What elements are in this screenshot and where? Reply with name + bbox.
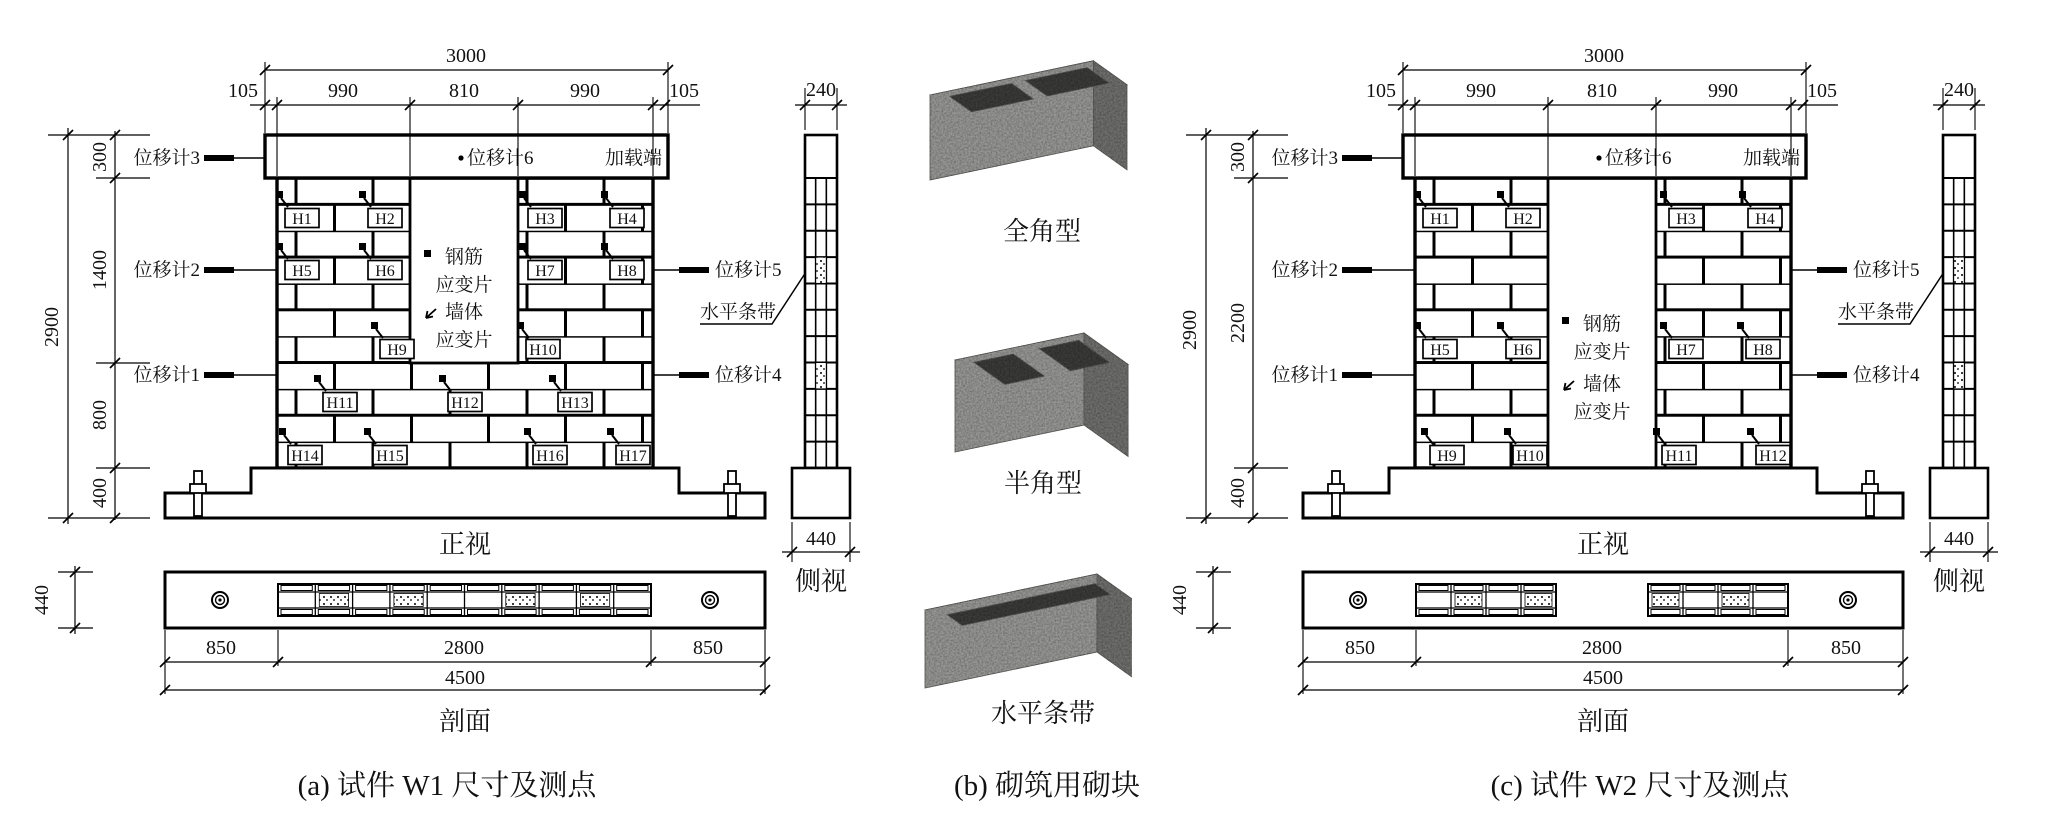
plan-grout-cell [1652,594,1679,607]
h-marker-label: H14 [291,448,319,465]
h-marker-label: H10 [529,342,557,359]
block-photo-full-corner [930,61,1127,180]
h-marker-label: H15 [376,448,404,465]
dim-top-segment: 105 [1366,80,1396,102]
dim-left-segment: 400 [89,478,111,508]
displacement-gauge-label: 位移计1 [1271,365,1338,386]
displacement-gauge-label: 位移计4 [715,365,782,386]
h-marker-label: H11 [326,395,354,412]
legend-wall-line1: 墙体 [444,302,484,323]
foundation-beam [165,468,765,518]
plan-grout-cell [1525,594,1552,607]
strain-gauge-flag [1660,191,1667,198]
dim-top-segment: 990 [570,80,600,102]
displacement-gauge-symbol [204,372,234,378]
strain-gauge-flag [517,322,524,329]
horizontal-band-cell [816,363,827,389]
rebar-gauge-symbol [1562,317,1569,324]
horizontal-band-label: 水平条带 [700,302,777,323]
h-marker-label: H4 [1755,211,1775,228]
strain-gauge-flag [1660,322,1667,329]
h-marker-label: H9 [1437,448,1457,465]
displacement-gauge-label: 位移计2 [133,260,200,281]
dim-plan-total: 4500 [445,667,485,689]
dim-left-segment: 300 [89,142,111,172]
strain-gauge-flag [1421,428,1428,435]
h-marker-label: H6 [375,263,395,280]
dim-plan-segment: 2800 [444,637,484,659]
strain-gauge-flag [364,428,371,435]
strain-gauge-flag [1504,428,1511,435]
h-marker-label: H13 [561,395,589,412]
h-marker-label: H1 [1430,211,1450,228]
displacement-gauge-symbol [1817,267,1847,273]
strain-gauge-flag [1497,191,1504,198]
side-view-base [792,468,850,518]
side-view-column [805,135,837,468]
legend-rebar-line2: 应变片 [435,275,493,296]
dim-plan-segment: 850 [1831,637,1861,659]
displacement-gauge-symbol [1342,155,1372,161]
dim-top-segment: 990 [1466,80,1496,102]
displacement-gauge-symbol [1817,372,1847,378]
h-marker-label: H11 [1665,448,1693,465]
anchor-bolt-nut [724,484,740,493]
strain-gauge-flag [607,428,614,435]
dim-side-width: 240 [1944,79,1974,101]
load-end-label: 加载端 [604,148,662,169]
displacement-gauge-symbol [204,155,234,161]
dim-top-total: 3000 [1584,45,1624,67]
h-marker-label: H12 [451,395,479,412]
panel-caption: (b) 砌筑用砌块 [953,770,1141,802]
block-photo-half-corner [955,333,1128,457]
dim-top-segment: 990 [328,80,358,102]
dim-left-segment: 1400 [89,250,111,290]
displacement-gauge-label: 位移计3 [133,148,200,169]
displacement-gauge-label: 位移计2 [1271,260,1338,281]
h-marker-label: H8 [617,263,637,280]
plan-grout-cell [1455,594,1482,607]
h-marker-label: H7 [535,263,555,280]
displacement-gauge-symbol [679,267,709,273]
dim-top-segment: 810 [1587,80,1617,102]
strain-gauge-flag [601,191,608,198]
dim-side-base-width: 440 [806,528,836,550]
h-marker-label: H2 [375,211,395,228]
panel-caption: (c) 试件 W2 尺寸及测点 [1490,770,1790,802]
h-marker-label: H17 [619,448,647,465]
displacement-gauge-symbol [1342,267,1372,273]
dim-side-base-width: 440 [1944,528,1974,550]
legend-wall-line2: 应变片 [435,330,493,351]
strain-gauge-flag [1414,191,1421,198]
plan-bolt-center [1356,598,1359,601]
dim-left-segment: 300 [1227,142,1249,172]
block-label-full-corner: 全角型 [1002,217,1082,246]
strain-gauge-flag [359,191,366,198]
plan-grout-cell [1722,594,1749,607]
strain-gauge-flag [1737,322,1744,329]
strain-gauge-flag [279,428,286,435]
plan-bolt-center [1846,598,1849,601]
plan-bolt-center [218,598,221,601]
plan-grout-cell [319,594,348,607]
strain-gauge-flag [1497,322,1504,329]
h-marker-label: H5 [292,263,312,280]
gauge6-dot [458,155,463,160]
strain-gauge-flag [276,243,283,250]
dim-plan-segment: 850 [206,637,236,659]
front-view-label: 正视 [438,530,492,559]
side-view-column [1943,135,1975,468]
displacement-gauge-symbol [1342,372,1372,378]
strain-gauge-flag [1414,322,1421,329]
strain-gauge-flag [359,243,366,250]
h-marker-label: H6 [1513,342,1533,359]
displacement-gauge-label: 位移计4 [1853,365,1920,386]
front-view-label: 正视 [1576,530,1630,559]
strain-gauge-flag [1747,428,1754,435]
h-marker-label: H16 [536,448,564,465]
h-marker-label: H7 [1676,342,1696,359]
dim-left-segment: 400 [1227,478,1249,508]
dim-top-segment: 810 [449,80,479,102]
h-marker-label: H4 [617,211,637,228]
dim-top-segment: 105 [669,80,699,102]
dim-top-segment: 105 [228,80,258,102]
dim-top-segment: 990 [1708,80,1738,102]
block-label-half-corner: 半角型 [1003,469,1083,498]
side-view-base [1930,468,1988,518]
h-marker-label: H5 [1430,342,1450,359]
displacement-gauge-symbol [679,372,709,378]
displacement-gauge-label: 位移计5 [1853,260,1920,281]
displacement-gauge-symbol [204,267,234,273]
plan-grout-cell [580,594,609,607]
specimen-w1-panel [31,45,860,802]
block-label-channel: 水平条带 [990,699,1096,728]
strain-gauge-flag [1739,191,1746,198]
side-view-label: 侧视 [794,567,848,596]
h-marker-label: H3 [535,211,555,228]
strain-gauge-flag [314,375,321,382]
dim-top-total: 3000 [446,45,486,67]
legend-wall-line1: 墙体 [1582,374,1622,395]
anchor-bolt-nut [1862,484,1878,493]
plan-grout-cell [506,594,535,607]
horizontal-band-cell [1954,257,1965,283]
strain-gauge-flag [439,375,446,382]
strain-gauge-flag [519,243,526,250]
foundation-beam [1303,468,1903,518]
dim-plan-height: 440 [31,585,53,615]
displacement-gauge-label: 位移计3 [1271,148,1338,169]
dim-left-total: 2900 [41,307,63,347]
block-photo-channel [925,574,1131,688]
legend-wall-line2: 应变片 [1573,402,1631,423]
strain-gauge-flag [549,375,556,382]
dim-plan-total: 4500 [1583,667,1623,689]
plan-grout-cell [394,594,423,607]
dim-top-segment: 105 [1807,80,1837,102]
horizontal-band-cell [1954,363,1965,389]
strain-gauge-flag [524,428,531,435]
h-marker-label: H3 [1676,211,1696,228]
dim-left-total: 2900 [1179,310,1201,350]
section-view-label: 剖面 [1576,707,1630,736]
plan-bolt-center [708,598,711,601]
h-marker-label: H1 [292,211,312,228]
dim-plan-segment: 850 [1345,637,1375,659]
h-marker-label: H8 [1753,342,1773,359]
gauge6-label: 位移计6 [467,148,534,169]
masonry-blocks-panel [925,61,1140,802]
horizontal-band-label: 水平条带 [1838,302,1915,323]
h-marker-label: H9 [387,342,407,359]
strain-gauge-flag [276,191,283,198]
anchor-bolt-nut [1328,484,1344,493]
section-view-label: 剖面 [438,707,492,736]
gauge6-label: 位移计6 [1605,148,1672,169]
h-marker-label: H2 [1513,211,1533,228]
load-end-label: 加载端 [1742,148,1800,169]
dim-side-width: 240 [806,79,836,101]
h-marker-label: H12 [1759,448,1787,465]
displacement-gauge-label: 位移计5 [715,260,782,281]
displacement-gauge-label: 位移计1 [133,365,200,386]
strain-gauge-flag [1653,428,1660,435]
panel-caption: (a) 试件 W1 尺寸及测点 [297,770,597,802]
plan-foundation [1303,572,1903,628]
legend-rebar-line1: 钢筋 [1582,314,1622,335]
strain-gauge-flag [371,322,378,329]
horizontal-band-cell [816,257,827,283]
gauge6-dot [1596,155,1601,160]
rebar-gauge-symbol [424,250,431,257]
dim-plan-height: 440 [1169,585,1191,615]
specimen-w2-panel [1169,45,1998,802]
side-view-label: 侧视 [1932,567,1986,596]
dim-left-segment: 800 [89,400,111,430]
dim-plan-segment: 850 [693,637,723,659]
strain-gauge-flag [601,243,608,250]
h-marker-label: H10 [1516,448,1544,465]
legend-rebar-line1: 钢筋 [444,247,484,268]
dim-plan-segment: 2800 [1582,637,1622,659]
strain-gauge-flag [519,191,526,198]
legend-rebar-line2: 应变片 [1573,342,1631,363]
anchor-bolt-nut [190,484,206,493]
dim-left-segment: 2200 [1227,303,1249,343]
